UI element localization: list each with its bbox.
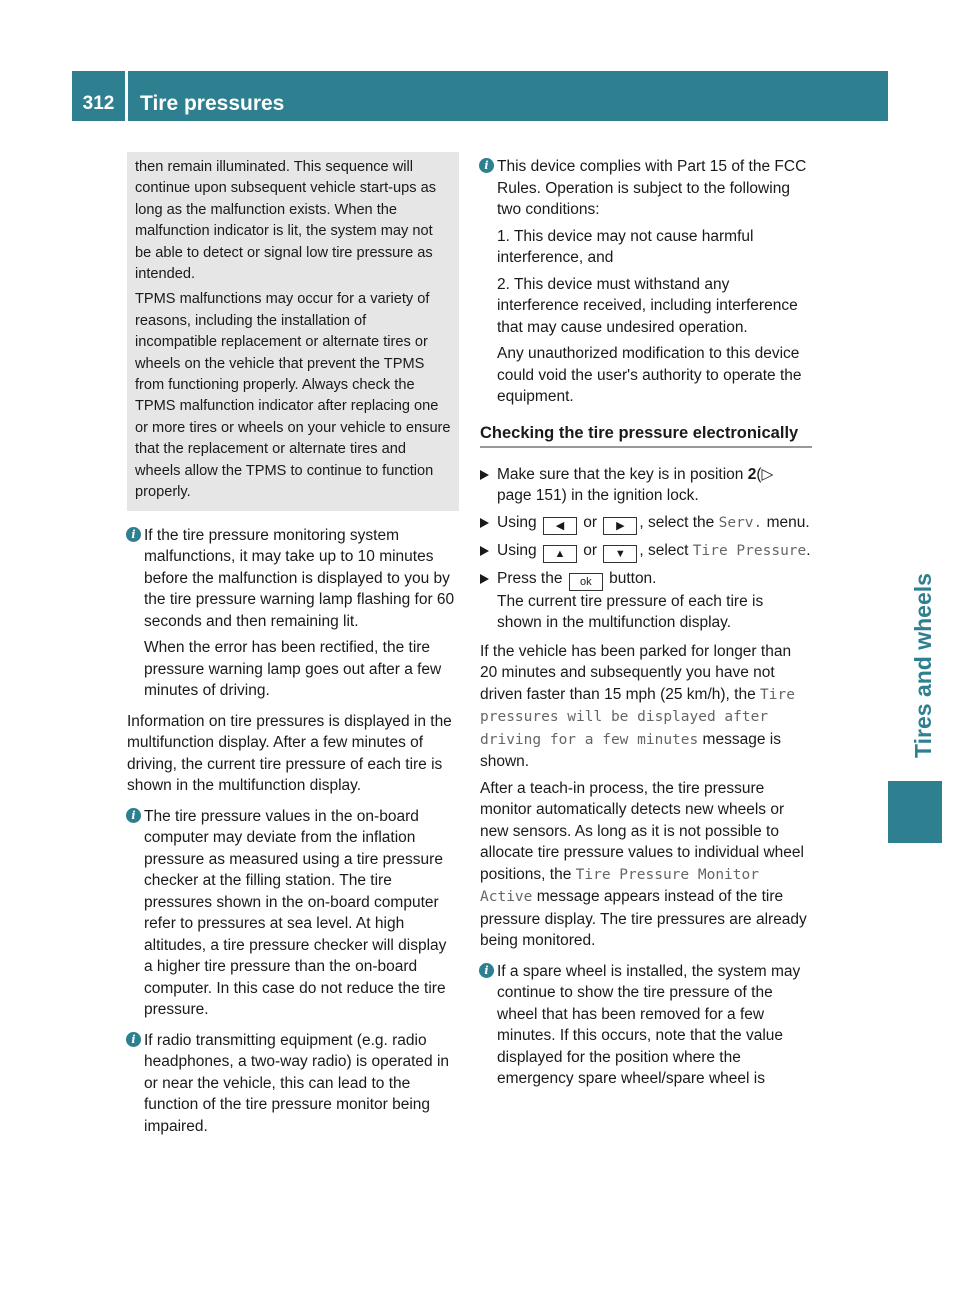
page-title: Tire pressures	[140, 92, 285, 115]
note-text: Any unauthorized modification to this device could void the user's authority to operate the equipment.	[497, 345, 802, 405]
ok-key-icon: ok	[569, 573, 603, 591]
info-note	[127, 525, 459, 702]
warning-box	[127, 152, 459, 511]
section-heading: Checking the tire pressure electronically	[480, 422, 812, 448]
up-key-icon: ▲	[543, 545, 577, 563]
left-column	[127, 152, 459, 1146]
right-column	[480, 152, 812, 1099]
step-arrow-icon	[480, 470, 489, 480]
section-label: Tires and wheels	[910, 573, 936, 758]
info-note	[480, 961, 812, 1090]
info-icon: i	[479, 963, 494, 978]
body-paragraph: Information on tire pressures is displayed in the multifunction display. After a few minutes of driving, the current tire pressure of each tire is shown in the multifunction display.	[127, 712, 452, 794]
step-arrow-icon	[480, 518, 489, 528]
note-text: This device complies with Part 15 of the FCC Rules. Operation is subject to the following two conditions:	[497, 158, 807, 218]
step-item: Make sure that the key is in position 2(▷ page 151) in the ignition lock.	[480, 464, 812, 507]
right-key-icon: ▶	[603, 517, 637, 535]
section-tab	[888, 781, 942, 843]
info-icon: i	[126, 527, 141, 542]
step-item: Press the ok button. The current tire pressure of each tire is shown in the multifunction display.	[480, 568, 812, 634]
box-paragraph: then remain illuminated. This sequence will continue upon subsequent vehicle start-ups as long as the malfunction exists. When the malfunction indicator is lit, the system may not be able to detect or signal low tire pressure as intended.	[135, 159, 436, 283]
note-text: When the error has been rectified, the tire pressure warning lamp goes out after a few minutes of driving.	[144, 639, 442, 699]
note-text: 1. This device may not cause harmful interference, and	[497, 227, 754, 266]
note-text: 2. This device must withstand any interference received, including interference that may cause undesired operation.	[497, 275, 798, 336]
box-paragraph: TPMS malfunctions may occur for a variety of reasons, including the installation of incompatible replacement or alternate tires or wheels on the vehicle that prevent the TPMS from functioning properly. Always check the TPMS malfunction indicator after replacing one or more tires or wheels on your vehicle to ensure that the replacement or alternate tires and wheels allow the TPMS to continue to function properly.	[135, 291, 451, 501]
step-item: Using ▲ or ▼ , select Tire Pressure.	[480, 540, 812, 563]
info-icon: i	[126, 1032, 141, 1047]
note-text: If a spare wheel is installed, the system may continue to show the tire pressure of the wheel that has been removed for a few minutes. If this occurs, note that the value displayed for the position where the emergency spare wheel/spare wheel is	[497, 962, 801, 1087]
step-arrow-icon	[480, 574, 489, 584]
info-icon: i	[126, 808, 141, 823]
info-note	[127, 806, 459, 1021]
fcc-note	[480, 156, 812, 408]
note-text: If the tire pressure monitoring system malfunctions, it may take up to 10 minutes before the malfunction is displayed to you by the tire pressure warning lamp flashing for 60 seconds and then remaining lit.	[144, 526, 455, 630]
info-note	[127, 1030, 459, 1138]
step-result: The current tire pressure of each tire is shown in the multifunction display.	[497, 592, 764, 631]
section-sidebar	[888, 121, 960, 843]
body-paragraph: If the vehicle has been parked for longer than 20 minutes and subsequently you have not driven faster than 15 mph (25 km/h), the Tire pressures will be displayed after driving for a few minutes message is shown.	[480, 642, 795, 770]
down-key-icon: ▼	[603, 545, 637, 563]
info-icon: i	[479, 158, 494, 173]
header-separator	[125, 71, 128, 121]
page-header	[72, 71, 888, 121]
left-key-icon: ◀	[543, 517, 577, 535]
step-item: Using ◀ or ▶ , select the Serv. menu.	[480, 512, 812, 535]
note-text: The tire pressure values in the on-board computer may deviate from the inflation pressure as measured using a tire pressure checker at the filling station. The tire pressures shown in the on-board computer refer to pressures at sea level. At high altitudes, a tire pressure checker will display a higher tire pressure than the on-board computer. In this case do not reduce the tire pressure.	[144, 807, 447, 1018]
note-text: If radio transmitting equipment (e.g. radio headphones, a two-way radio) is operated in or near the vehicle, this can lead to the function of the tire pressure monitor being impaired.	[144, 1031, 450, 1135]
page-number: 312	[82, 93, 115, 114]
step-arrow-icon	[480, 546, 489, 556]
body-paragraph: After a teach-in process, the tire pressure monitor automatically detects new wheels or new sensors. As long as it is not possible to allocate tire pressure values to individual wheel positions, the Tire Pressure Monitor Active message appears instead of the tire pressure display. The tire pressures are already being monitored.	[480, 779, 807, 949]
